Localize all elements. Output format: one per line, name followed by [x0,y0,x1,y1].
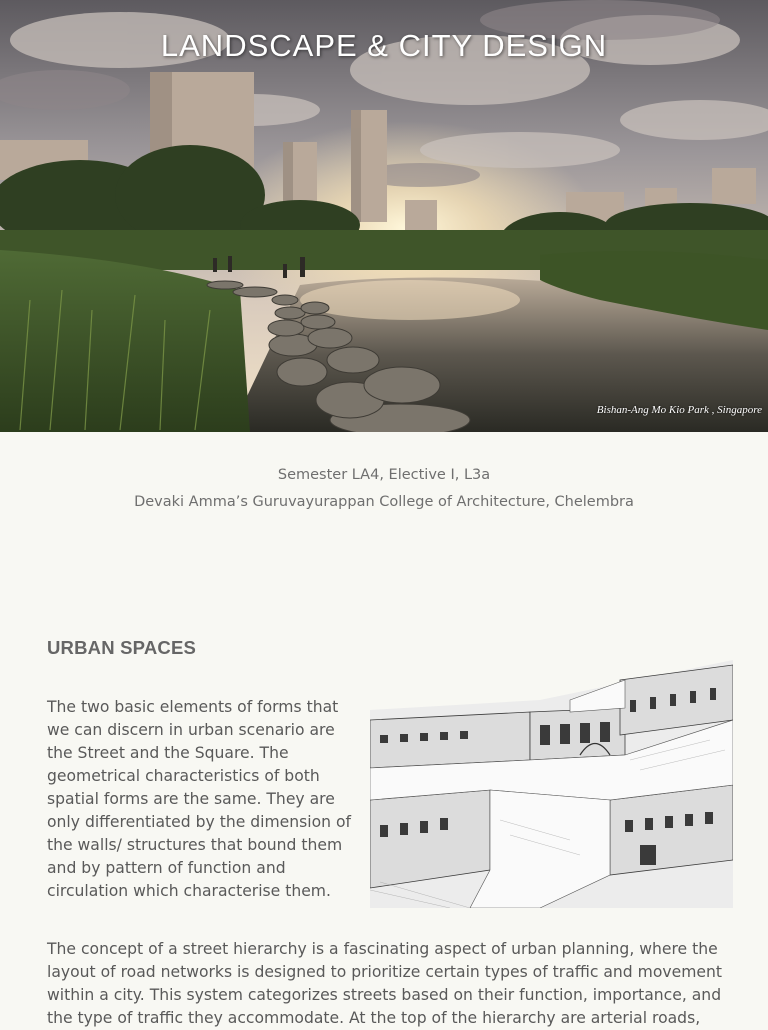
street-hierarchy-paragraph: The concept of a street hierarchy is a fascinating aspect of urban planning, where the layout of road networks is designed to prioritize certain types of traffic and movement within a city. This system categorizes streets based on their function, importance, and the type of traffic they accommodate. At the top of the hierarchy are arterial roads, [47,940,722,1027]
section-title: URBAN SPACES [47,637,197,658]
urban-sketch-illustration [370,660,733,908]
college-name: Devaki Amma’s Guruvayurappan College of Architecture, Chelembra [134,494,634,510]
photo-caption: Bishan-Ang Mo Kio Park , Singapore [596,404,762,416]
park-landscape-illustration [0,0,768,432]
hero-title: LANDSCAPE & CITY DESIGN [160,28,608,63]
hero-photo [0,0,768,432]
isometric-street-square-drawing [370,660,733,908]
course-info: Semester LA4, Elective I, L3a [277,467,491,483]
intro-paragraph: The two basic elements of forms that we can discern in urban scenario are the Street and the Square. The geometrical characteristics of both spatial forms are the same. They are only differentiated by the dimension of the walls/ structures that bound them and by pattern of function and circulation which characterise them. [47,698,352,900]
